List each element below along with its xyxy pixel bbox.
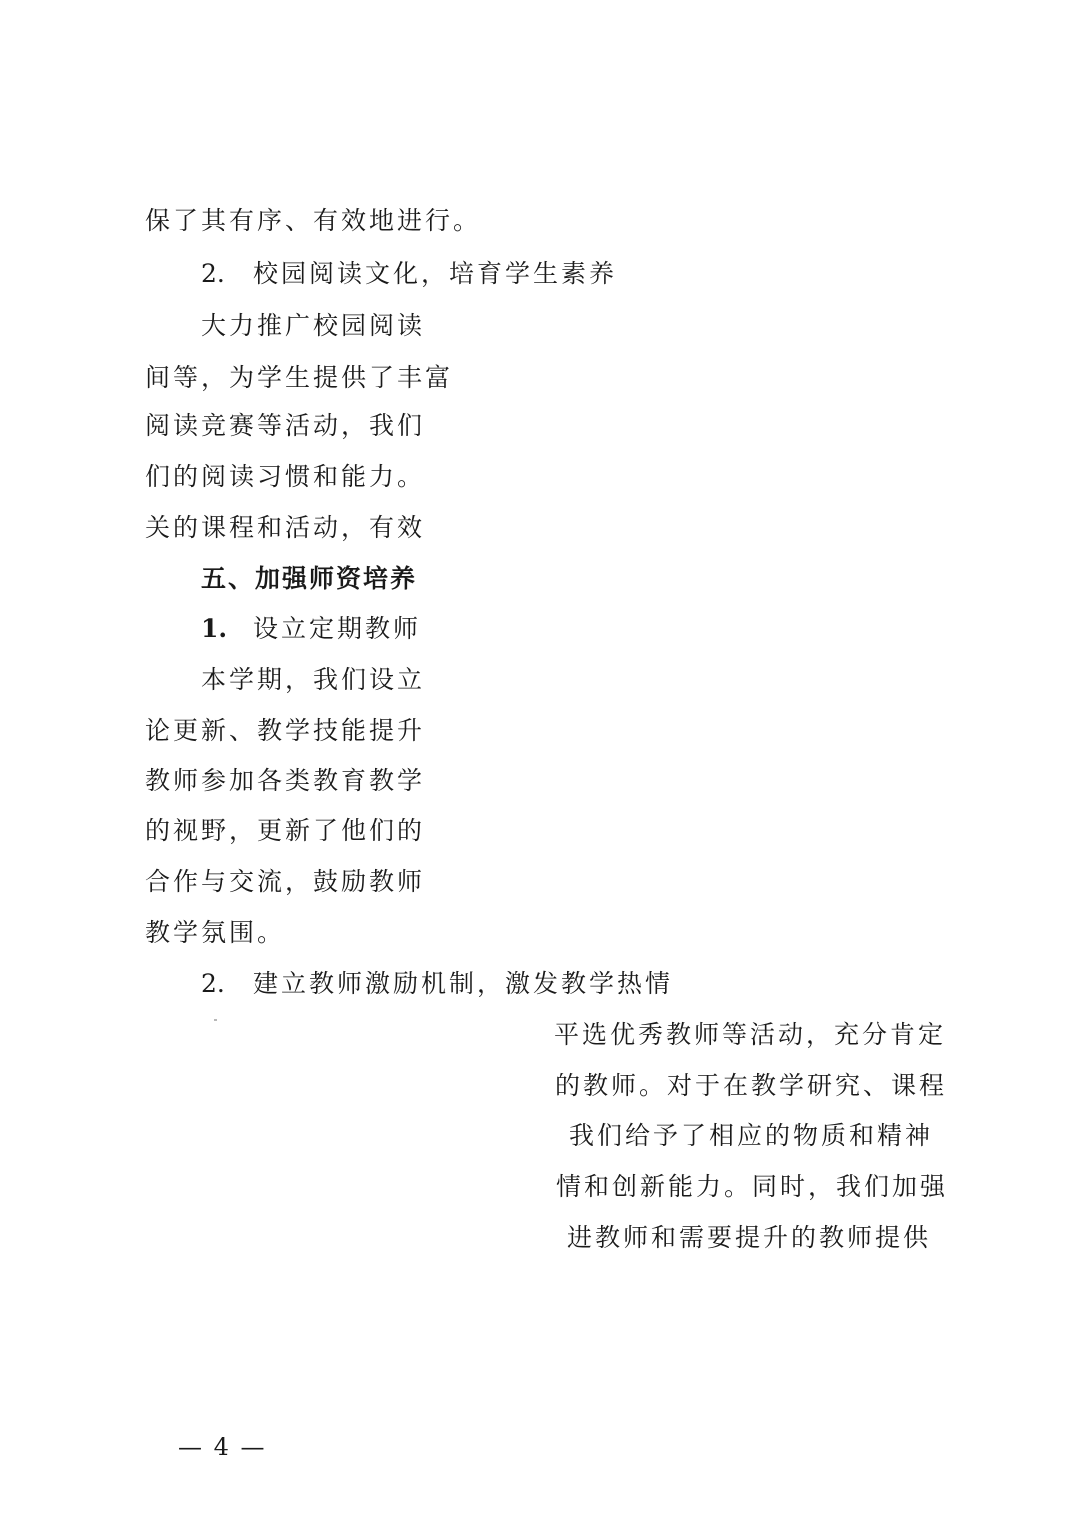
page-number: — 4 —	[178, 1433, 267, 1461]
subheading-text: 校园阅读文化，培育学生素养	[253, 259, 618, 288]
paragraph-line-right: 情和创新能力。同时，我们加强	[556, 1172, 949, 1201]
scan-speck	[214, 1019, 217, 1021]
paragraph-line-right: 我们给予了相应的物质和精神	[569, 1121, 934, 1150]
item-number: 2.	[201, 259, 225, 288]
subheading-text: 建立教师激励机制，激发教学热情	[253, 969, 674, 998]
subheading-text: 设立定期教师	[253, 614, 422, 643]
paragraph-line: 合作与交流，鼓励教师	[145, 867, 426, 896]
paragraph-line: 论更新、教学技能提升	[145, 716, 426, 745]
paragraph-line: 教学氛围。	[145, 918, 286, 947]
item-number: 1.	[201, 614, 228, 643]
paragraph-line-right: 平选优秀教师等活动，充分肯定	[554, 1020, 947, 1049]
item-number: 2.	[201, 969, 225, 998]
paragraph-line: 本学期，我们设立	[201, 665, 426, 694]
paragraph-line: 关的课程和活动，有效	[145, 513, 426, 542]
section-heading-teacher-training: 五、加强师资培养	[201, 564, 418, 593]
paragraph-line-right: 的教师。对于在教学研究、课程	[555, 1071, 948, 1100]
paragraph-line: 教师参加各类教育教学	[145, 766, 426, 795]
paragraph-line: 大力推广校园阅读	[201, 311, 426, 340]
subheading-incentive-mechanism	[201, 968, 673, 1000]
subheading-regular-training	[201, 613, 421, 645]
paragraph-line: 的视野，更新了他们的	[145, 816, 426, 845]
paragraph-line: 间等，为学生提供了丰富	[145, 363, 454, 392]
subheading-reading-culture	[201, 258, 617, 290]
paragraph-line: 保了其有序、有效地进行。	[145, 206, 482, 235]
paragraph-line: 们的阅读习惯和能力。	[145, 462, 426, 491]
paragraph-line-right: 进教师和需要提升的教师提供	[567, 1223, 932, 1252]
paragraph-line: 阅读竞赛等活动，我们	[145, 411, 426, 440]
